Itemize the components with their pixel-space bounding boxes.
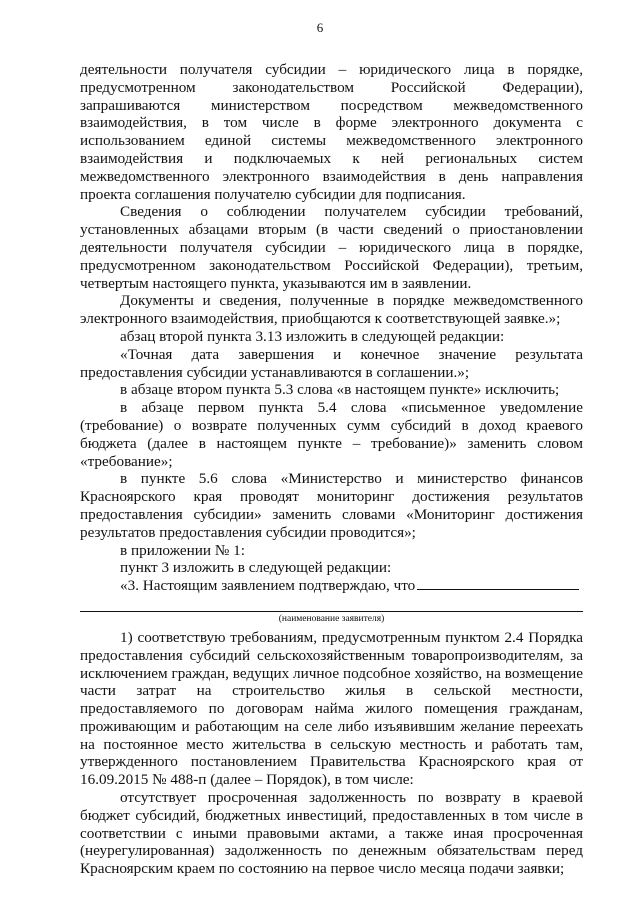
document-body	[80, 61, 583, 878]
blank-underline	[417, 577, 579, 590]
paragraph: в абзаце первом пункта 5.4 слова «письменное уведомление (требование) о возврате полученных сумм субсидий в доход краевого бюджета (далее в настоящем пункте – требование)» заменить словом «требование»;	[80, 399, 583, 470]
paragraph: абзац второй пункта 3.13 изложить в следующей редакции:	[120, 327, 505, 345]
paragraph: 1) соответствую требованиям, предусмотренным пунктом 2.4 Порядка предоставления субсидий сельскохозяйственным товаропроизводителям, за исключением граждан, ведущих личное подсобное хозяйство, на возмещение части затрат на строительство жилья в сельской местности, предоставляемого по договорам найма жилого помещения гражданам, проживающим и работающим на селе либо изъявившим желание переехать на постоянное место жительства в сельскую местность и работать там, утвержденного постановлением Правительства Красноярского края от 16.09.2015 № 488-п (далее – Порядок), в том числе:	[80, 628, 583, 789]
paragraph: в приложении № 1:	[120, 541, 245, 559]
declaration-paragraph	[80, 577, 583, 595]
declaration-text: «3. Настоящим заявлением подтверждаю, что	[120, 577, 416, 595]
paragraphs-top	[80, 61, 583, 577]
paragraph: в пункте 5.6 слова «Министерство и министерство финансов Красноярского края проводят мониторинг достижения результатов предоставления субсидии» заменить словами «Мониторинг достижения результатов предоставления субсидии проводится»;	[80, 470, 583, 541]
paragraph: Документы и сведения, полученные в порядке межведомственного электронного взаимодействия, приобщаются к соответствующей заявке.»;	[80, 292, 583, 328]
paragraphs-bottom	[80, 629, 583, 878]
paragraph: «Точная дата завершения и конечное значение результата предоставления субсидии устанавливаются в соглашении.»;	[80, 345, 583, 381]
paragraph: отсутствует просроченная задолженность по возврату в краевой бюджет субсидий, бюджетных инвестиций, предоставленных в том числе в соответствии с иными правовыми актами, а также иная просроченная (неурегулированная) задолженность по денежным обязательствам перед Красноярским краем по состоянию на первое число месяца подачи заявки;	[80, 789, 583, 878]
paragraph: в абзаце втором пункта 5.3 слова «в настоящем пункте» исключить;	[120, 381, 560, 399]
applicant-name-line	[80, 611, 583, 612]
paragraph: деятельности получателя субсидии – юридического лица в порядке, предусмотренном законодательством Российской Федерации), запрашиваются министерством посредством межведомственного взаимодействия, в том числе в форме электронного документа с использованием единой системы межведомственного электронного взаимодействия и подключаемых к ней региональных систем межведомственного электронного взаимодействия в день направления проекта соглашения получателю субсидии для подписания.	[80, 61, 583, 203]
page-number: 6	[316, 20, 324, 35]
applicant-name-caption: (наименование заявителя)	[278, 613, 385, 624]
paragraph: Сведения о соблюдении получателем субсидии требований, установленных абзацами вторым (в части сведений о приостановлении деятельности получателя субсидии – юридического лица в порядке, предусмотренном законодательством Российской Федерации), третьим, четвертым настоящего пункта, указываются им в заявлении.	[80, 203, 583, 292]
paragraph: пункт 3 изложить в следующей редакции:	[120, 559, 392, 577]
applicant-name-field	[80, 611, 583, 625]
